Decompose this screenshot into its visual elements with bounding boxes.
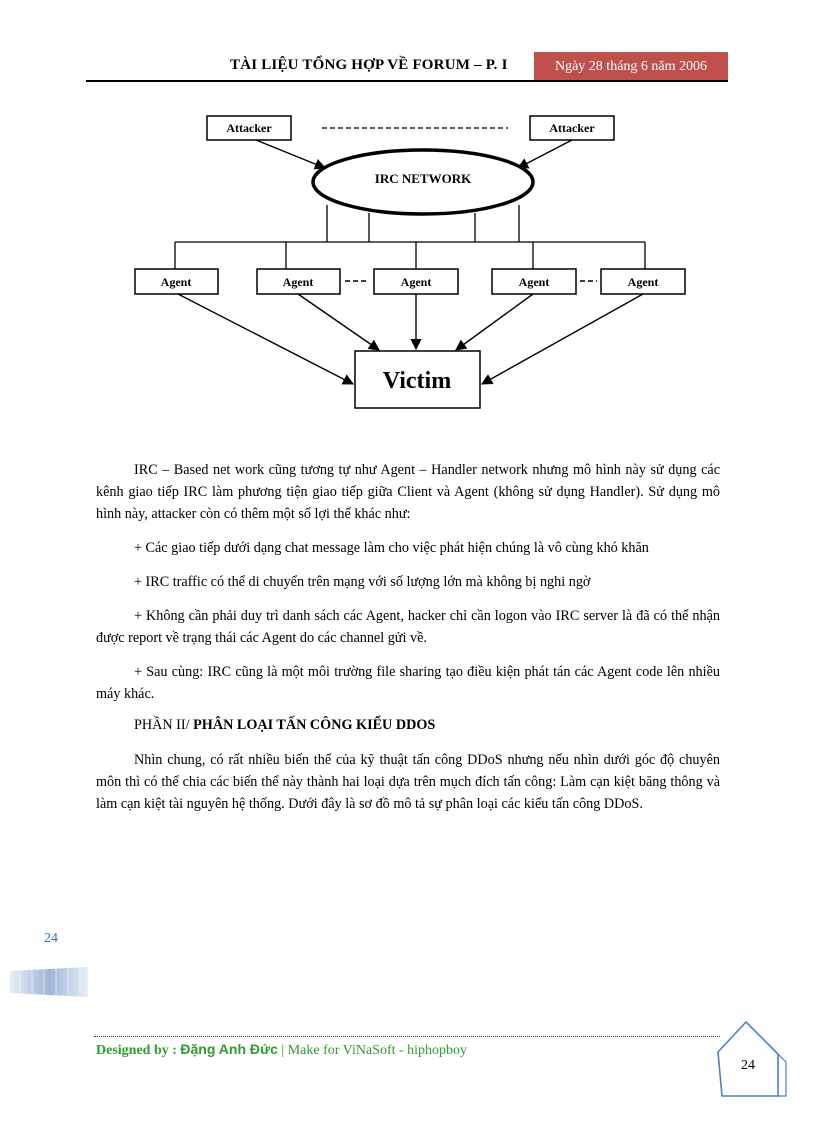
attacker-right-arrow	[518, 140, 572, 168]
attacker-right-label: Attacker	[549, 121, 595, 135]
agent-node-1	[135, 269, 218, 294]
document-title: TÀI LIỆU TỔNG HỢP VỀ FORUM – P. I	[230, 57, 508, 73]
footer-credit	[96, 1041, 467, 1059]
footer-made-for: Make for ViNaSoft - hiphopboy	[287, 1043, 468, 1058]
irc-network-node	[313, 150, 533, 214]
attacker-left-arrow	[256, 140, 325, 168]
header-rule	[86, 80, 728, 82]
agent-label-5: Agent	[627, 275, 659, 289]
footer-rule	[94, 1036, 720, 1037]
paragraph-ddos-classification: Nhìn chung, có rất nhiều biến thể của kỹ thuật tấn công DDoS nhưng nếu nhìn dưới góc độ chuyên môn thì có thể chia các biến thể này thành hai loại dựa trên mụch đích tấn công: Làm cạn kiệt băng thông và làm cạn kiệt tài nguyên hệ thống. Dưới đây là sơ đồ mô tả sự phân loại các kiểu tấn công DDoS.	[96, 752, 720, 812]
victim-node	[355, 351, 480, 408]
agent-node-2	[257, 269, 340, 294]
bullet-file-sharing: + Sau cùng: IRC cũng là một môi trường file sharing tạo điều kiện phát tán các Agent code lên nhiều máy khác.	[96, 664, 720, 702]
bullet-chat-message: + Các giao tiếp dưới dạng chat message làm cho việc phát hiện chúng là vô cùng khó khăn	[134, 540, 649, 556]
agent-label-4: Agent	[518, 275, 550, 289]
date-badge: Ngày 28 tháng 6 năm 2006	[534, 52, 728, 82]
irc-network-diagram	[0, 100, 816, 430]
agent-node-5	[601, 269, 685, 294]
victim-label: Victim	[382, 368, 452, 394]
agent-label-1: Agent	[160, 275, 192, 289]
attacker-left-node	[207, 116, 291, 140]
section-heading	[134, 717, 435, 734]
agent-label-2: Agent	[282, 275, 314, 289]
agent-label-3: Agent	[400, 275, 432, 289]
page-number-left: 24	[44, 931, 58, 946]
section-heading-title: PHÂN LOẠI TẤN CÔNG KIỂU DDOS	[189, 717, 436, 733]
agent-node-4	[492, 269, 576, 294]
page-number-right: 24	[741, 1058, 755, 1073]
footer-author: Đặng Anh Đức	[180, 1041, 278, 1057]
bullet-agent-list: + Không cần phải duy trì danh sách các Agent, hacker chỉ cần logon vào IRC server là đã có thể nhận được report về trạng thái các Agent do các channel gửi về.	[96, 608, 720, 646]
irc-network-label: IRC NETWORK	[374, 171, 472, 186]
attacker-left-label: Attacker	[226, 121, 272, 135]
footer-separator: |	[277, 1043, 288, 1058]
paragraph-irc-intro: IRC – Based net work cũng tương tự như Agent – Handler network nhưng mô hình này sử dụng các kênh giao tiếp IRC làm phương tiện giao tiếp giữa Client và Agent (không sử dụng Handler). Sử dụng mô hình này, attacker còn có thêm một số lợi thế khác như:	[96, 462, 720, 522]
decorative-gradient-icon	[10, 967, 88, 997]
footer-designed-by: Designed by :	[96, 1043, 181, 1058]
agent-node-3	[374, 269, 458, 294]
attacker-right-node	[530, 116, 614, 140]
bullet-irc-traffic: + IRC traffic có thể di chuyển trên mạng với số lượng lớn mà không bị nghi ngờ	[134, 574, 591, 590]
section-heading-prefix: PHẦN II/	[134, 717, 190, 733]
